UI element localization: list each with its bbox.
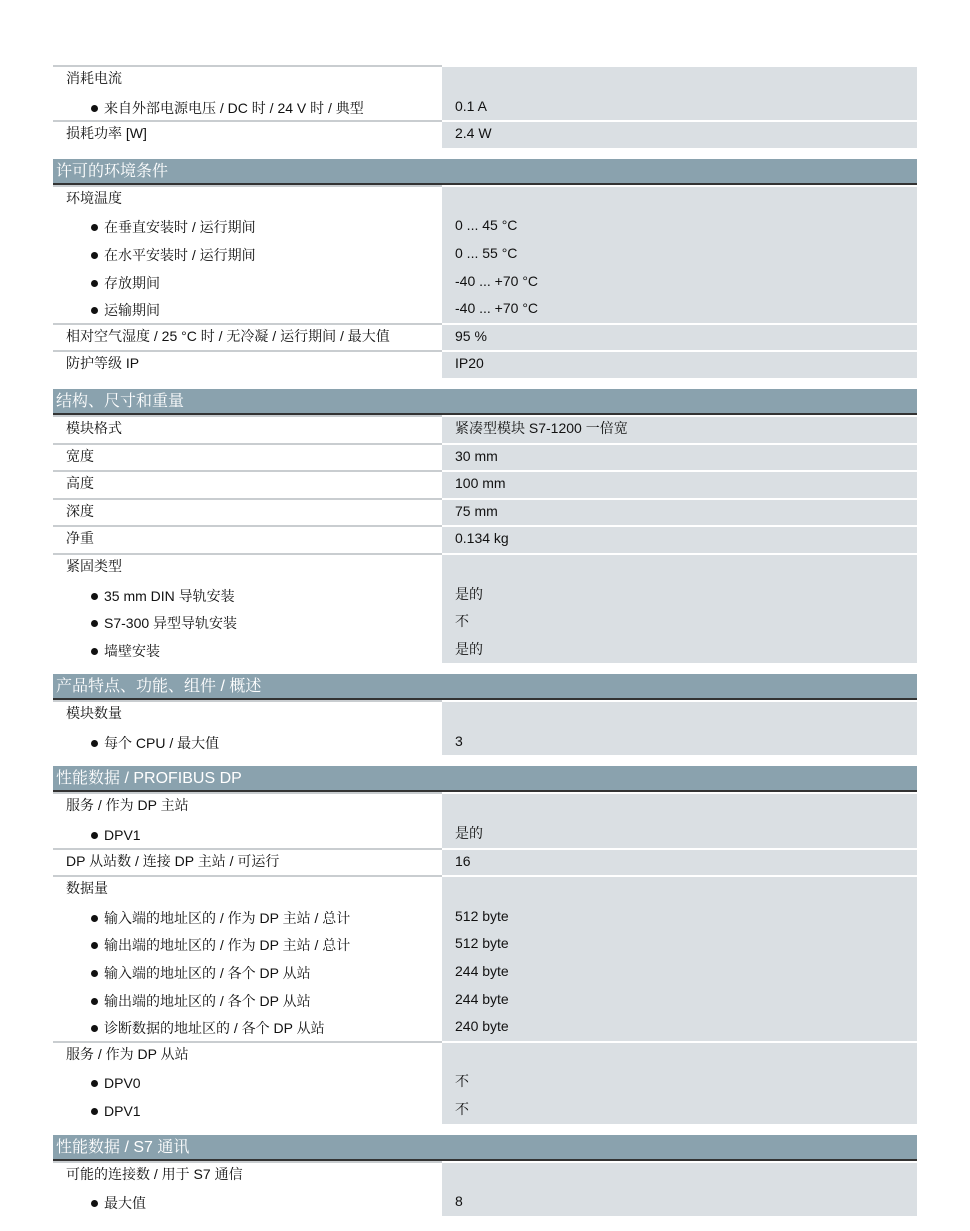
table-row [53,1096,917,1124]
row-label [53,1041,442,1069]
row-label-text: 深度 [66,502,94,519]
bullet-icon [91,1080,98,1087]
row-label [53,525,442,553]
row-label [53,903,442,931]
row-label [53,498,442,526]
bullet-icon [91,1108,98,1115]
table-row [53,581,917,609]
row-label-text: 净重 [66,530,94,547]
row-value [442,1041,917,1069]
bullet-icon [91,280,98,287]
section [53,766,917,1123]
table-row [53,792,917,820]
row-label-text: 来自外部电源电压 / DC 时 / 24 V 时 / 典型 [104,99,364,116]
row-value: 244 byte [442,986,917,1014]
row-label [53,1013,442,1041]
row-label [53,636,442,664]
datasheet-table [53,65,917,1227]
table-row [53,185,917,213]
row-value: 紧凑型模块 S7-1200 一倍宽 [442,415,917,443]
row-label [53,792,442,820]
row-label [53,608,442,636]
row-value: 0 ... 45 °C [442,212,917,240]
row-value [442,65,917,93]
row-label-text: 模块格式 [66,419,122,436]
section [53,389,917,663]
row-label [53,1096,442,1124]
row-label-text: S7-300 异型导轨安装 [104,615,238,632]
row-label-text: 在垂直安装时 / 运行期间 [104,219,256,236]
bullet-icon [91,1200,98,1207]
section-header: 结构、尺寸和重量 [53,389,917,415]
row-label-text: 每个 CPU / 最大值 [104,734,220,751]
table-row [53,443,917,471]
table-row [53,820,917,848]
row-label [53,1161,442,1189]
row-value: 3 [442,728,917,756]
table-row [53,1013,917,1041]
row-label [53,1068,442,1096]
table-row [53,268,917,296]
row-label-text: 存放期间 [104,274,160,291]
bullet-icon [91,942,98,949]
row-label-text: 相对空气湿度 / 25 °C 时 / 无冷凝 / 运行期间 / 最大值 [66,327,390,344]
row-value [442,875,917,903]
row-label-text: 可能的连接数 / 用于 S7 通信 [66,1165,243,1182]
row-value: -40 ... +70 °C [442,295,917,323]
table-row [53,350,917,378]
row-value: 是的 [442,581,917,609]
section [53,159,917,378]
bullet-icon [91,915,98,922]
row-label [53,820,442,848]
bullet-icon [91,970,98,977]
table-row [53,848,917,876]
row-label-text: 高度 [66,475,94,492]
table-row [53,930,917,958]
row-label-text: 在水平安装时 / 运行期间 [104,246,256,263]
row-value: 不 [442,608,917,636]
row-label [53,470,442,498]
row-label-text: 宽度 [66,447,94,464]
row-label [53,212,442,240]
row-value: IP20 [442,350,917,378]
row-value [442,792,917,820]
bullet-icon [91,998,98,1005]
row-label-text: 服务 / 作为 DP 主站 [66,797,189,814]
row-label [53,120,442,148]
table-row [53,700,917,728]
row-label-text: 输出端的地址区的 / 作为 DP 主站 / 总计 [104,937,351,954]
row-label [53,958,442,986]
row-label-text: 输入端的地址区的 / 各个 DP 从站 [104,965,311,982]
row-value: 512 byte [442,903,917,931]
row-value: 240 byte [442,1013,917,1041]
row-label-text: 防护等级 IP [66,355,140,372]
table-row [53,728,917,756]
table-row [53,93,917,121]
table-row [53,875,917,903]
table-row [53,65,917,93]
section [53,674,917,755]
row-value: 244 byte [442,958,917,986]
bullet-icon [91,307,98,314]
bullet-icon [91,832,98,839]
bullet-icon [91,252,98,259]
row-label-text: DPV1 [104,827,141,844]
row-label [53,268,442,296]
row-value: 16 [442,848,917,876]
table-row [53,903,917,931]
row-label [53,240,442,268]
row-label-text: 服务 / 作为 DP 从站 [66,1045,189,1062]
row-label [53,581,442,609]
row-value: 75 mm [442,498,917,526]
row-label [53,728,442,756]
row-label-text: 紧固类型 [66,557,122,574]
table-row [53,120,917,148]
row-label [53,415,442,443]
bullet-icon [91,593,98,600]
table-row [53,986,917,1014]
table-row [53,553,917,581]
row-label-text: 模块数量 [66,705,122,722]
row-value [442,553,917,581]
table-row [53,415,917,443]
table-row [53,608,917,636]
row-label [53,350,442,378]
row-label [53,848,442,876]
row-value: 0.1 A [442,93,917,121]
row-value: 30 mm [442,443,917,471]
row-value: 100 mm [442,470,917,498]
row-label-text: 损耗功率 [W] [66,125,147,142]
row-label-text: 运输期间 [104,302,160,319]
row-value: 是的 [442,820,917,848]
table-row [53,470,917,498]
row-value: 2.4 W [442,120,917,148]
row-value: 0.134 kg [442,525,917,553]
row-label [53,443,442,471]
row-value: 8 [442,1188,917,1216]
row-value [442,1161,917,1189]
row-value: -40 ... +70 °C [442,268,917,296]
row-label-text: 输出端的地址区的 / 各个 DP 从站 [104,992,311,1009]
table-row [53,240,917,268]
row-label [53,295,442,323]
section-header: 产品特点、功能、组件 / 概述 [53,674,917,700]
row-value [442,185,917,213]
table-row [53,498,917,526]
row-label-text: 环境温度 [66,189,122,206]
table-row [53,212,917,240]
table-row [53,1188,917,1216]
table-row [53,525,917,553]
section [53,1135,917,1216]
bullet-icon [91,1025,98,1032]
row-value: 0 ... 55 °C [442,240,917,268]
table-row [53,1068,917,1096]
row-value: 512 byte [442,930,917,958]
table-row [53,958,917,986]
bullet-icon [91,648,98,655]
row-value: 不 [442,1096,917,1124]
table-row [53,636,917,664]
table-row [53,295,917,323]
row-label [53,986,442,1014]
row-label-text: DPV0 [104,1075,141,1092]
row-label [53,93,442,121]
section [53,65,917,148]
row-label [53,1188,442,1216]
row-label-text: 消耗电流 [66,70,122,86]
section-header: 性能数据 / S7 通讯 [53,1135,917,1161]
row-label [53,700,442,728]
row-value: 95 % [442,323,917,351]
row-label-text: 墙壁安装 [104,642,160,659]
section-header: 许可的环境条件 [53,159,917,185]
row-label [53,875,442,903]
row-label [53,553,442,581]
row-label [53,65,442,93]
row-value: 不 [442,1068,917,1096]
row-value: 是的 [442,636,917,664]
bullet-icon [91,105,98,112]
table-row [53,323,917,351]
table-row [53,1041,917,1069]
bullet-icon [91,740,98,747]
row-label-text: 输入端的地址区的 / 作为 DP 主站 / 总计 [104,909,351,926]
bullet-icon [91,620,98,627]
row-label-text: DP 从站数 / 连接 DP 主站 / 可运行 [66,852,280,869]
row-label [53,323,442,351]
row-label [53,185,442,213]
row-label-text: 数据量 [66,880,108,897]
row-label-text: 35 mm DIN 导轨安装 [104,587,235,604]
row-label [53,930,442,958]
table-row [53,1161,917,1189]
row-value [442,700,917,728]
row-label-text: 诊断数据的地址区的 / 各个 DP 从站 [104,1020,325,1037]
row-label-text: DPV1 [104,1103,141,1119]
row-label-text: 最大值 [104,1195,146,1212]
bullet-icon [91,224,98,231]
section-header: 性能数据 / PROFIBUS DP [53,766,917,792]
